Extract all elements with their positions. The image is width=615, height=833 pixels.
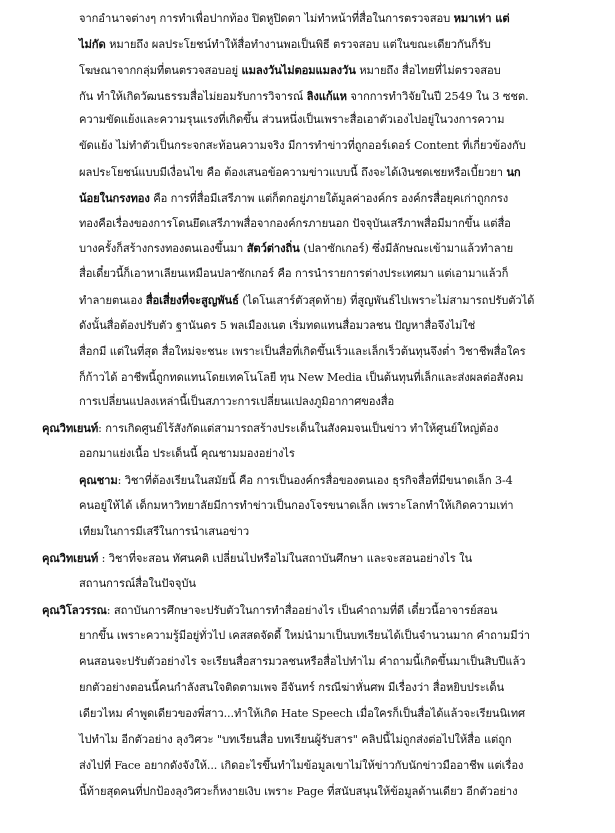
text-line <box>79 36 491 53</box>
text-run: การเปลี่ยนแปลงเหล่านี้เป็นสภาวะการเปลี่ยนแปลงภูมิอากาศของสื่อ <box>79 395 395 408</box>
text-run: โฆษณาจากกลุ่มที่ตนตรวจสอบอยู่ <box>79 64 242 77</box>
text-run: ขัดแย้ง ไม่ทำตัวเป็นกระจกสะท้อนความจริง มีการทำข่าวที่ถูกออร์เดอร์ Content ที่เกี่ยวข้องกับ <box>79 139 526 152</box>
text-run: เดียวไหม คำพูดเดียวของพี่สาว...ทำให้เกิด Hate Speech เมื่อใครก็เป็นสื่อได้แล้วจะเรียนนิเทศ <box>79 707 526 720</box>
bold-text-run: สัตว์ต่างถิ่น <box>246 241 300 255</box>
text-line <box>79 576 196 592</box>
text-line <box>42 420 498 437</box>
text-line <box>79 394 394 410</box>
text-run: คนอยู่ให้ได้ เด็กมหาวิทยาลัยมีการทำข่าวเป็นกองโจรขนาดเล็ก เพราะโลกทำให้เกิดความเท่า <box>79 499 514 512</box>
bold-text-run: คุณวิโลวรรณ <box>42 603 107 617</box>
bold-text-run: คุณวิทเยนท์ <box>42 551 99 565</box>
text-run: ทองคือเรื่องของการโดนยึดเสรีภาพสื่อจากองค์กรภายนอก ปัจจุบันเสรีภาพสื่อมีมากขึ้น แต่สื่อ <box>79 217 511 230</box>
text-line <box>79 524 249 540</box>
text-run: ทำลายตนเอง <box>79 294 146 307</box>
text-line <box>79 628 530 644</box>
text-line <box>79 498 513 514</box>
text-run: : วิชาที่ต้องเรียนในสมัยนี้ คือ การเป็นองค์กรสื่อของตนเอง ธุรกิจสื่อที่มีขนาดเล็ก 3-4 <box>117 474 513 487</box>
text-run: : สถาบันการศึกษาจะปรับตัวในการทำสื่ออย่างไร เป็นคำถามที่ดี เดี๋ยวนี้อาจารย์สอน <box>106 604 498 617</box>
text-run: (ไดโนเสาร์ตัวสุดท้าย) ที่สูญพันธ์ไปเพราะไม่สามารถปรับตัวได้ <box>238 294 535 307</box>
text-run: ผลประโยชน์แบบมีเงื่อนไข คือ ต้องเสนอข้อความข่าวแบบนี้ ถึงจะได้เงินชดเชยหรือเบี้ยวยา <box>79 166 507 179</box>
text-run: : การเกิดศูนย์ไร้สังกัดแต่สามารถสร้างประเด็นในสังคมจนเป็นข่าว ทำให้ศูนย์ใหญ่ต้อง <box>98 422 499 435</box>
text-run: สื่อกมี แต่ในที่สุด สื่อใหม่จะชนะ เพราะเป็นสื่อที่เกิดขึ้นเร็วและเล็กเร็วต้นทุนจึงต่ำ วิชาชีพสื่อใคร <box>79 345 526 358</box>
text-run: ก็ก้าวได้ อาชีพนี้ถูกทดแทนโดยเทคโนโลยี ทุน New Media เป็นต้นทุนที่เล็กและส่งผลต่อสังคม <box>79 371 524 384</box>
text-run: ความขัดแย้งและความรุนแรงที่เกิดขึ้น ส่วนหนึ่งเป็นเพราะสื่อเอาตัวเองไปอยู่ในวงการความ <box>79 113 505 126</box>
text-line <box>79 654 525 670</box>
text-run: จากการทำวิจัยในปี 2549 ใน 3 ซชต. <box>346 90 529 103</box>
text-line <box>79 216 511 232</box>
text-run: ยกตัวอย่างตอนนี้คนกำลังสนใจติดตามเพจ อีจันทร์ กรณีฆ่าหั่นศพ มีเรื่องว่า สื่อหยิบประเด็น <box>79 681 505 694</box>
bold-text-run: คุณชาม <box>79 473 118 487</box>
text-run: ส่งไปที่ Face อยากดังจังให้... เกิดอะไรขึ้นทำไมข้อมูลเขาไม่ให้ข่าวกับนักข่าวมืออาชีพ แต่เรื่อง <box>79 759 524 772</box>
bold-text-run: นก <box>506 165 521 179</box>
bold-text-run: สื่อเสี่ยงที่จะสูญพันธ์ <box>145 293 239 307</box>
text-line <box>79 344 526 360</box>
text-run: ออกมาแย่งเนื้อ ประเด็นนี้ คุณชามมองอย่างไร <box>79 447 295 460</box>
text-run: หมายถึง สื่อไทยที่ไม่ตรวจสอบ <box>355 64 501 77</box>
bold-text-run: ไม่กัด <box>79 37 106 51</box>
text-line <box>42 602 497 619</box>
text-run: ไปทำไม อีกตัวอย่าง ลุงวิศวะ "บทเรียนสื่อ บทเรียนผู้รับสาร" คลิปนี้ไม่ถูกส่งต่อไปให้สื่อ แต่ถูก <box>79 733 512 746</box>
bold-text-run: น้อยในกรงทอง <box>79 191 150 205</box>
text-line <box>42 550 472 567</box>
text-line <box>79 318 475 334</box>
text-run: (ปลาซักเกอร์) ซึ่งมีลักษณะเข้ามาแล้วทำลาย <box>299 242 514 255</box>
text-run: หมายถึง ผลประโยชน์ทำให้สื่อทำงานพอเป็นพิธี ตรวจสอบ แต่ในขณะเดียวกันก็รับ <box>105 38 491 51</box>
text-run: บางครั้งก็สร้างกรงทองตนเองขึ้นมา <box>79 242 247 255</box>
text-line <box>79 10 510 27</box>
text-line <box>79 266 508 282</box>
bold-text-run: แมลงวันไม่ตอมแมลงวัน <box>241 63 356 77</box>
bold-text-run: ลิงแก้แห <box>306 89 347 103</box>
text-run: เทียมในการมีเสรีในการนำเสนอข่าว <box>79 525 250 538</box>
text-run: จากอำนาจต่างๆ การทำเพื่อปากท้อง ปิดหูปิดตา ไม่ทำหน้าที่สื่อในการตรวจสอบ <box>79 12 454 25</box>
text-line <box>79 472 513 489</box>
text-run: คนสอนจะปรับตัวอย่างไร จะเรียนสื่อสารมวลชนหรือสื่อไปทำไม คำถามนี้เกิดขึ้นมาเป็นสิบปีแล้ว <box>79 655 526 668</box>
text-line <box>79 732 512 748</box>
text-line <box>79 784 517 800</box>
text-line <box>79 758 523 774</box>
text-line <box>79 446 295 462</box>
text-line <box>79 190 508 207</box>
text-run: ดังนั้นสื่อต้องปรับตัว ฐานันดร 5 พลเมืองเนต เริ่มทดแทนสื่อมวลชน ปัญหาสื่อจึงไม่ใช่ <box>79 319 476 332</box>
text-line <box>79 164 521 181</box>
text-run: นี้ท้ายสุดคนที่ปกป้องลุงวิศวะก็หงายเงิบ เพราะ Page ที่สนับสนุนให้ข้อมูลด้านเดียว อีกตัวอย่าง <box>79 785 518 798</box>
text-line <box>79 680 504 696</box>
text-line <box>79 112 504 128</box>
text-run: สื่อเดี๋ยวนี้ก็เอาหาเลียนเหมือนปลาซักเกอร์ คือ การนำรายการต่างประเทศมา แต่เอามาแล้วก็ <box>79 267 509 280</box>
text-run: กัน ทำให้เกิดวัฒนธรรมสื่อไม่ยอมรับการวิจารณ์ <box>79 90 307 103</box>
text-run: สถานการณ์สื่อในปัจจุบัน <box>79 577 196 590</box>
text-line <box>79 706 525 722</box>
bold-text-run: คุณวิทเยนท์ <box>42 421 99 435</box>
bold-text-run: หมาเห่า แต่ <box>453 11 510 25</box>
text-line <box>79 138 526 154</box>
text-line <box>79 62 501 79</box>
text-line <box>79 88 528 105</box>
text-run: : วิชาที่จะสอน ทัศนคติ เปลี่ยนไปหรือไม่ในสถาบันศึกษา และจะสอนอย่างไร ใน <box>98 552 473 565</box>
text-run: ยากขึ้น เพราะความรู้มีอยู่ทั่วไป เคสสดจัดดี้ ใหม่นำมาเป็นบทเรียนได้เป็นจำนวนมาก คำถามมีว่า <box>79 629 530 642</box>
text-line <box>79 240 513 257</box>
text-run: คือ การที่สื่อมีเสรีภาพ แต่ก็ตกอยู่ภายใต้มูลค่าองค์กร องค์กรสื่อยุคเก่าถูกกรง <box>149 192 509 205</box>
text-line <box>79 370 523 386</box>
text-line <box>79 292 534 309</box>
